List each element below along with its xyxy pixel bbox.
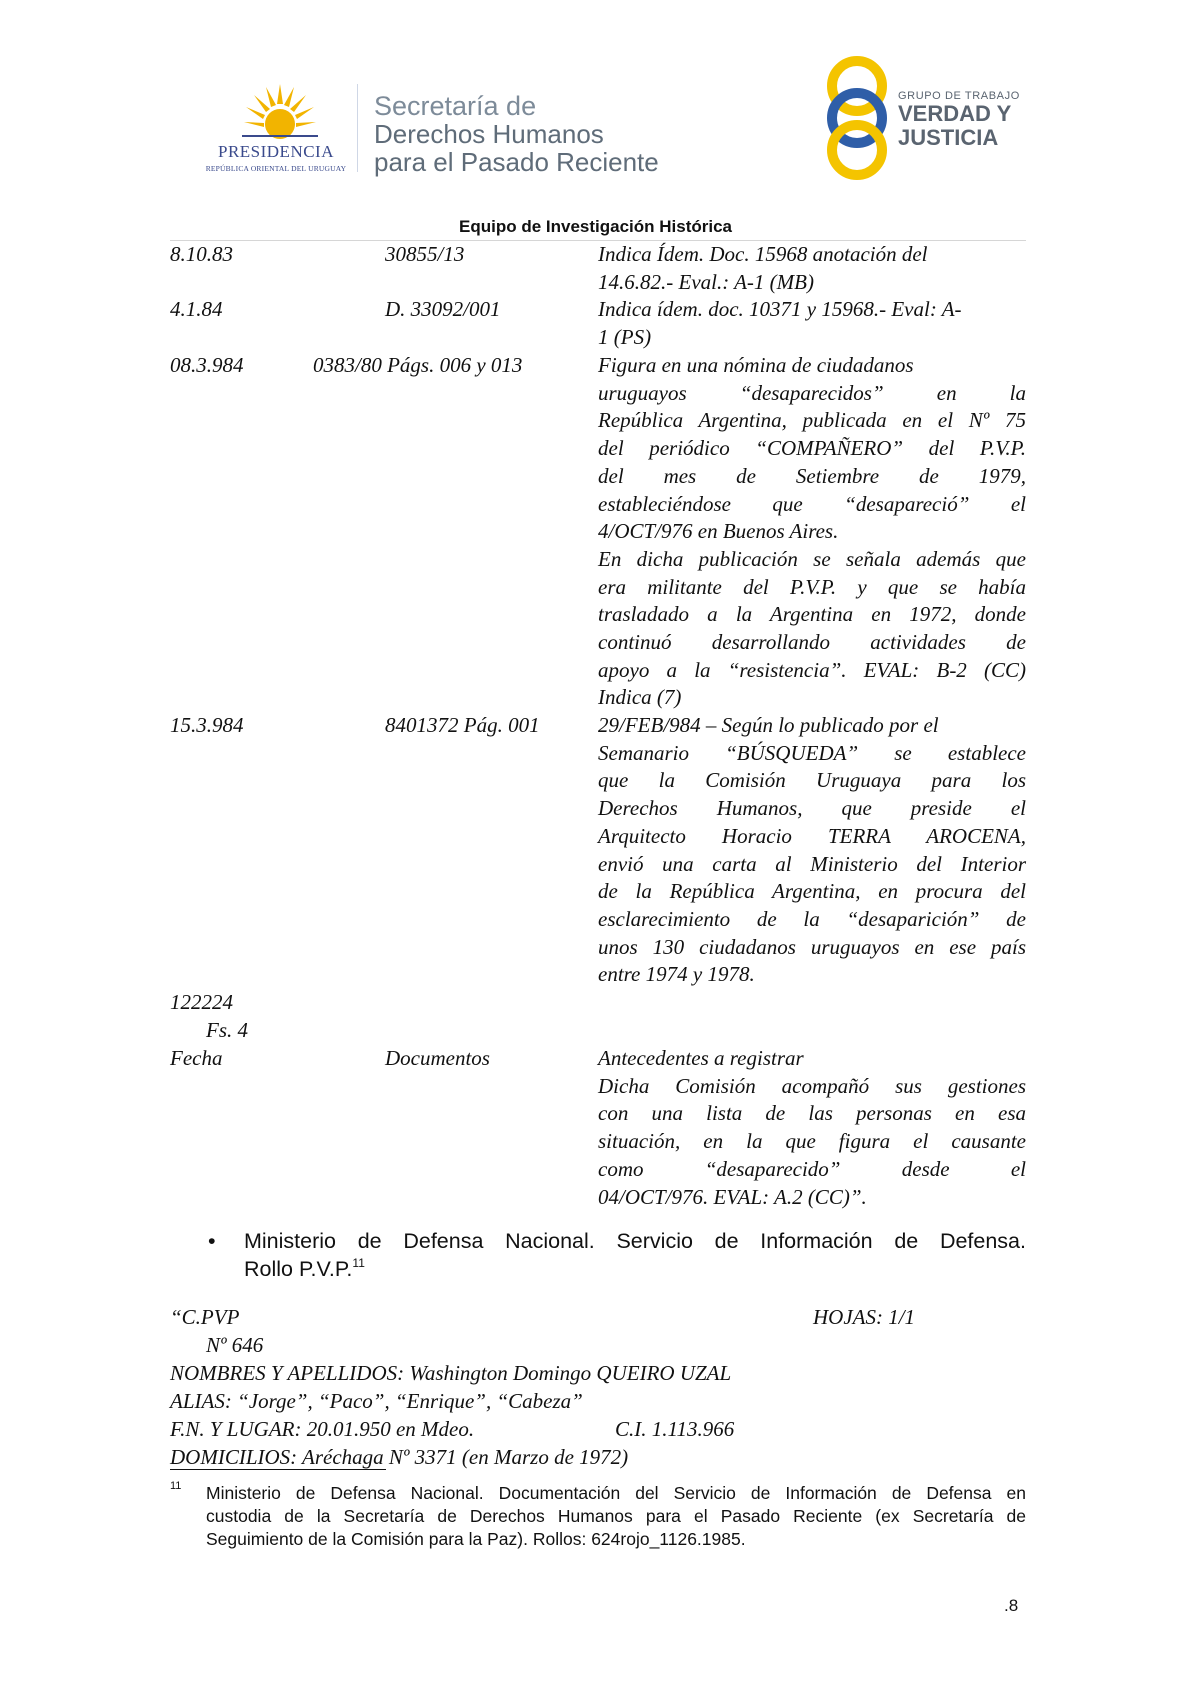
row-4-line: Semanario “BÚSQUEDA” se establece [598,740,1026,765]
row-1-line: Indica Ídem. Doc. 15968 anotación del [598,242,928,266]
continuation-line: con una lista de las personas en esa [598,1101,1026,1126]
record-cpvp: “C.PVP [170,1305,240,1329]
row-3-line: Figura en una nómina de ciudadanos [598,353,914,377]
row-4-antecedentes [598,712,1026,989]
row-4-line: que la Comisión Uruguaya para los [598,768,1026,793]
row-3-line: trasladado a la Argentina en 1972, donde [598,602,1026,627]
row-1-line: 14.6.82.- Eval.: A-1 (MB) [598,269,814,294]
bullet-line-2-wrap [244,1255,1026,1283]
grupo-line-2: VERDAD Y [898,101,1012,126]
page-ref-number: 122224 [170,990,233,1014]
row-3-line: continuó desarrollando actividades de [598,630,1026,655]
col-header-fecha: Fecha [170,1046,223,1070]
footnote-rule [170,1469,386,1470]
record-hojas: HOJAS: 1/1 [813,1305,916,1329]
row-3-line: apoyo a la “resistencia”. EVAL: B-2 (CC) [598,657,1026,682]
page-ref-folio: Fs. 4 [206,1018,248,1042]
row-3-line: En dicha publicación se señala además que [598,546,1026,571]
grupo-trabajo-text [898,90,1020,150]
row-3-line: uruguayos “desaparecidos” en la [598,380,1026,405]
record-domicilios: DOMICILIOS: Aréchaga Nº 3371 (en Marzo de 1972) [170,1445,629,1469]
row-1-fecha: 8.10.83 [170,242,233,266]
row-4-line: envió una carta al Ministerio del Interior [598,851,1026,876]
row-2-line: Indica ídem. doc. 10371 y 15968.- Eval: A- [598,297,962,321]
footnote-line: Seguimiento de la Comisión para la Paz). Rollos: 624rojo_1126.1985. [206,1529,746,1549]
row-1-antecedentes [598,241,1026,296]
grupo-line-1: GRUPO DE TRABAJO [898,90,1020,102]
row-3-line: Indica (7) [598,685,682,710]
record-fn-lugar: F.N. Y LUGAR: 20.01.950 en Mdeo. [170,1417,475,1441]
row-4-line: de la República Argentina, en procura del [598,879,1026,904]
footnote-line: custodia de la Secretaría de Derechos Humanos para el Pasado Reciente (ex Secretaría de [206,1506,1026,1526]
bullet-line-2: Rollo P.V.P. [244,1257,353,1281]
row-3-doc: 0383/80 Págs. 006 y 013 [313,353,523,377]
row-3-fecha: 08.3.984 [170,353,244,377]
secretaria-line-2: Derechos Humanos [374,119,604,149]
grupo-line-3: JUSTICIA [898,125,999,150]
record-nombres: NOMBRES Y APELLIDOS: Washington Domingo QUEIRO UZAL [170,1361,732,1385]
row-2-antecedentes [598,296,1026,351]
sun-icon [242,80,318,142]
row-4-fecha: 15.3.984 [170,713,244,737]
secretaria-line-1: Secretaría de [374,91,537,121]
republica-label: REPÚBLICA ORIENTAL DEL URUGUAY [205,164,347,173]
footnote-number: 11 [170,1480,182,1492]
verdad-justicia-logo [822,56,1042,180]
row-4-line: unos 130 ciudadanos uruguayos en ese país [598,934,1026,959]
continuation-line: situación, en la que figura el causante [598,1129,1026,1154]
continuation-line: 04/OCT/976. EVAL: A.2 (CC)”. [598,1184,867,1209]
footnote-ref[interactable]: 11 [352,1256,365,1270]
bullet-line-1: Ministerio de Defensa Nacional. Servicio de Información de Defensa. [244,1229,1026,1253]
secretaria-title [374,92,659,176]
row-4-line: Arquitecto Horacio TERRA AROCENA, [598,823,1026,848]
row-3-line: 4/OCT/976 en Buenos Aires. [598,519,839,544]
row-3-line: del mes de Setiembre de 1979, [598,463,1026,488]
footnote-line: Ministerio de Defensa Nacional. Documentación del Servicio de Información de Defensa en [206,1483,1026,1503]
bullet-dot: • [208,1229,216,1253]
footnote-text [206,1482,1026,1551]
record-ci: C.I. 1.113.966 [615,1417,735,1441]
row-4-line: esclarecimiento de la “desaparición” de [598,906,1026,931]
row-4-line: Derechos Humanos, que preside el [598,796,1026,821]
row-4-line: entre 1974 y 1978. [598,962,755,987]
row-4-line: 29/FEB/984 – Según lo publicado por el [598,713,939,737]
col-header-documentos: Documentos [385,1046,490,1070]
presidencia-label: PRESIDENCIA [217,142,334,161]
record-alias: ALIAS: “Jorge”, “Paco”, “Enrique”, “Cabeza” [170,1389,583,1413]
presidencia-logo [196,80,356,180]
continuation-line: Dicha Comisión acompañó sus gestiones [598,1073,1026,1098]
equipo-heading: Equipo de Investigación Histórica [459,217,732,236]
row-3-antecedentes [598,352,1026,712]
row-1-doc: 30855/13 [385,242,465,266]
continuation-line: como “desaparecido” desde el [598,1156,1026,1181]
row-2-doc: D. 33092/001 [385,297,501,321]
secretaria-line-3: para el Pasado Reciente [374,147,659,177]
record-numero: Nº 646 [206,1333,264,1357]
row-3-line: República Argentina, publicada en el Nº 75 [598,408,1026,433]
row-3-line: era militante del P.V.P. y que se había [598,574,1026,599]
row-2-line: 1 (PS) [598,324,652,349]
row-3-line: del periódico “COMPAÑERO” del P.V.P. [598,436,1026,461]
continuation-antecedentes [598,1045,1026,1211]
bullet-text [244,1227,1026,1283]
row-2-fecha: 4.1.84 [170,297,223,321]
page-number: .8 [1004,1596,1019,1615]
col-header-antecedentes: Antecedentes a registrar [598,1046,804,1070]
header-divider [357,84,358,172]
rings-icon [822,56,892,180]
row-3-line: estableciéndose que “desapareció” el [598,491,1026,516]
row-4-doc: 8401372 Pág. 001 [385,713,540,737]
